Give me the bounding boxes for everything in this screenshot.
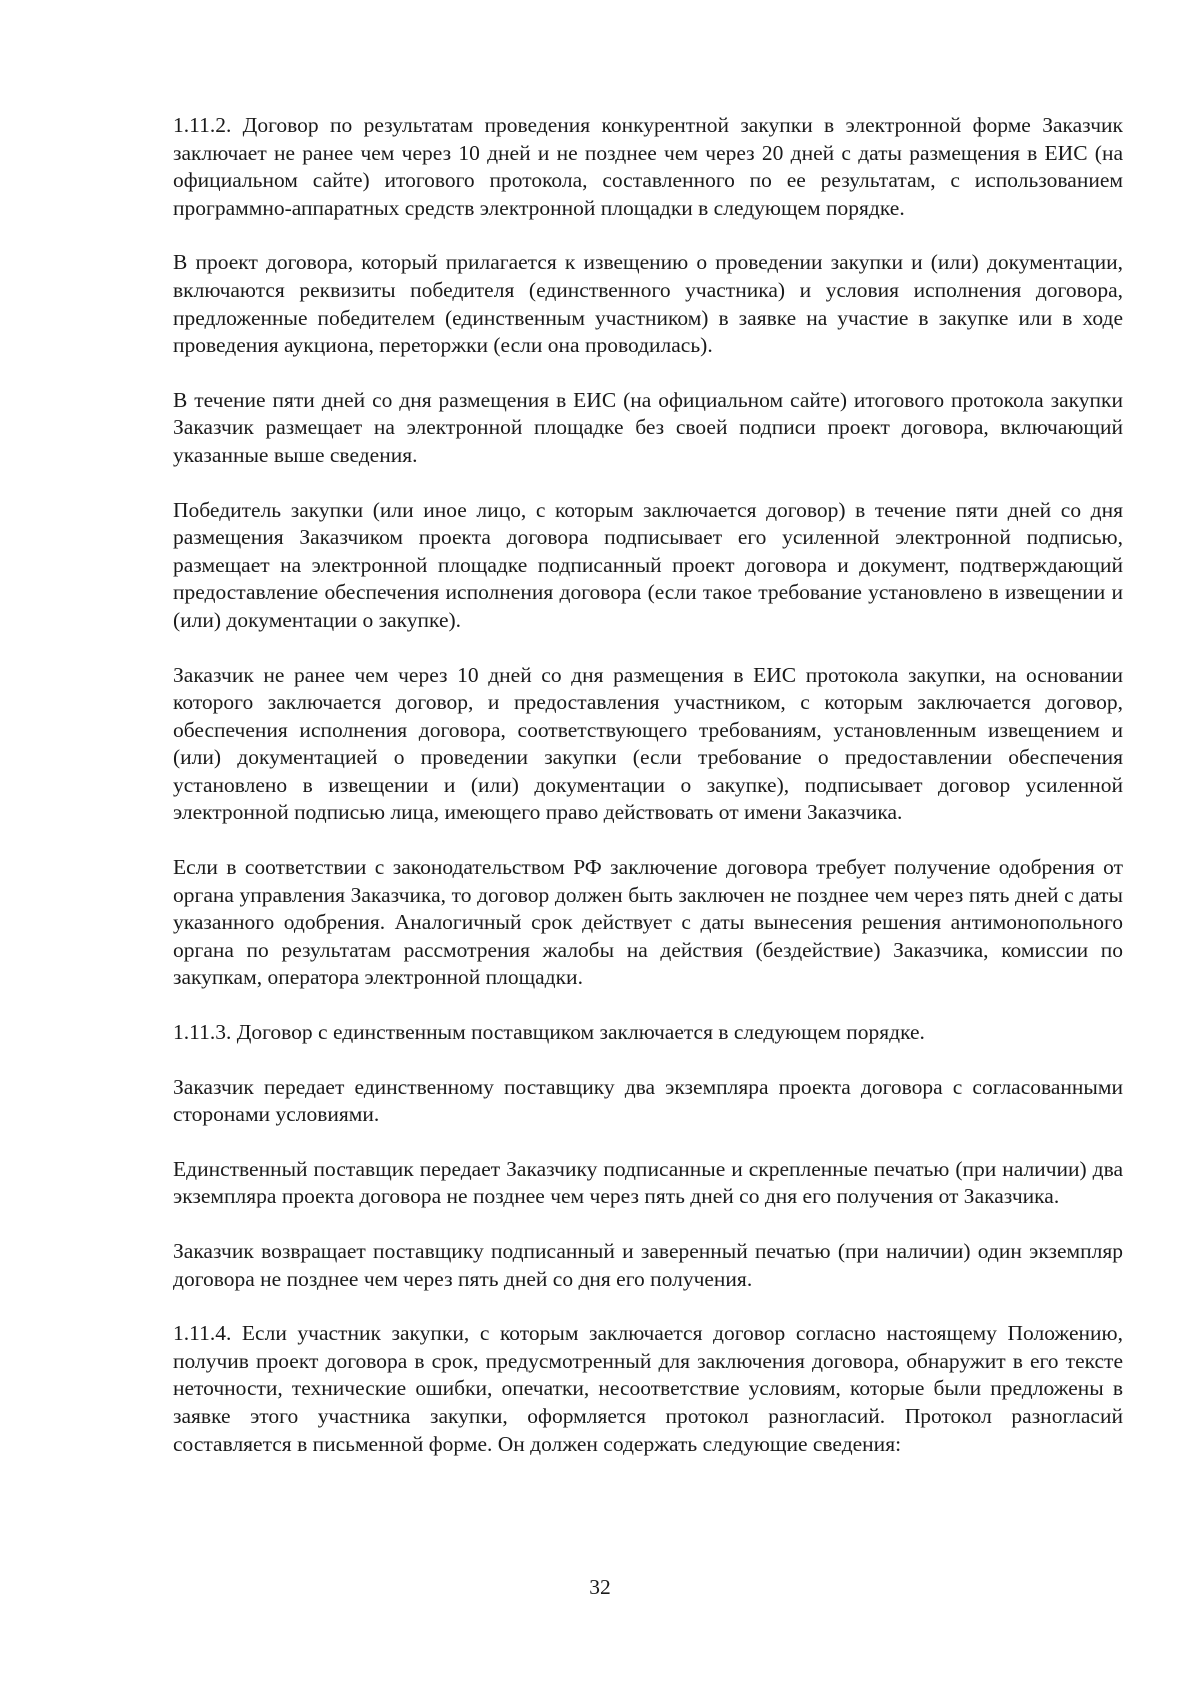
paragraph-1-11-4: 1.11.4. Если участник закупки, с которым заключается договор согласно настоящему Положению, получив проект договора в срок, предусмотренный для заключения договора, обнаружит в его тексте неточности, технические ошибки, опечатки, несоответствие условиям, которые были предложены в заявке этого участника закупки, оформляется протокол разногласий. Протокол разногласий составляется в письменной форме. Он должен содержать следующие сведения:: [173, 1321, 1123, 1456]
paragraph-contract-draft: В проект договора, который прилагается к извещению о проведении закупки и (или) документации, включаются реквизиты победителя (единственного участника) и условия исполнения договора, предложенные победителем (единственным участником) в заявке на участие в закупке или в ходе проведения аукциона, переторжки (если она проводилась).: [173, 250, 1123, 358]
paragraph-approval-requirement: Если в соответствии с законодательством РФ заключение договора требует получение одобрения от органа управления Заказчика, то договор должен быть заключен не позднее чем через пять дней с даты указанного одобрения. Аналогичный срок действует с даты вынесения решения антимонопольного органа по результатам рассмотрения жалобы на действия (бездействие) Заказчика, комиссии по закупкам, оператора электронной площадки.: [173, 855, 1123, 990]
paragraph-supplier-returns: Единственный поставщик передает Заказчику подписанные и скрепленные печатью (при наличии) два экземпляра проекта договора не позднее чем через пять дней со дня его получения от Заказчика.: [173, 1156, 1123, 1209]
paragraph-customer-signing: Заказчик не ранее чем через 10 дней со дня размещения в ЕИС протокола закупки, на основании которого заключается договор, и предоставления участником, с которым заключается договор, обеспечения исполнения договора, соответствующего требованиям, установленным извещением и (или) документацией о проведении закупки (если требование о предоставлении обеспечения установлено в извещении и (или) документации о закупке), подписывает договор усиленной электронной подписью лица, имеющего право действовать от имени Заказчика.: [173, 662, 1123, 825]
paragraph-winner-signing: Победитель закупки (или иное лицо, с которым заключается договор) в течение пяти дней со дня размещения Заказчиком проекта договора подписывает его усиленной электронной подписью, размещает на электронной площадке подписанный проект договора и документ, подтверждающий предоставление обеспечения исполнения договора (если такое требование установлено в извещении и (или) документации о закупке).: [173, 497, 1123, 632]
document-body: [173, 112, 1123, 1485]
paragraph-five-days-placement: В течение пяти дней со дня размещения в ЕИС (на официальном сайте) итогового протокола закупки Заказчик размещает на электронной площадке без своей подписи проект договора, включающий указанные выше сведения.: [173, 387, 1123, 467]
paragraph-1-11-3: 1.11.3. Договор с единственным поставщиком заключается в следующем порядке.: [173, 1020, 925, 1045]
paragraph-customer-returns: Заказчик возвращает поставщику подписанный и заверенный печатью (при наличии) один экземпляр договора не позднее чем через пять дней со дня его получения.: [173, 1239, 1123, 1291]
paragraph-1-11-2: 1.11.2. Договор по результатам проведения конкурентной закупки в электронной форме Заказчик заключает не ранее чем через 10 дней и не позднее чем через 20 дней с даты размещения в ЕИС (на официальном сайте) итогового протокола, составленного по ее результатам, с использованием программно-аппаратных средств электронной площадки в следующем порядке.: [173, 113, 1123, 220]
paragraph-two-copies: Заказчик передает единственному поставщику два экземпляра проекта договора с согласованными сторонами условиями.: [173, 1074, 1123, 1127]
page-number: 32: [589, 1575, 611, 1599]
